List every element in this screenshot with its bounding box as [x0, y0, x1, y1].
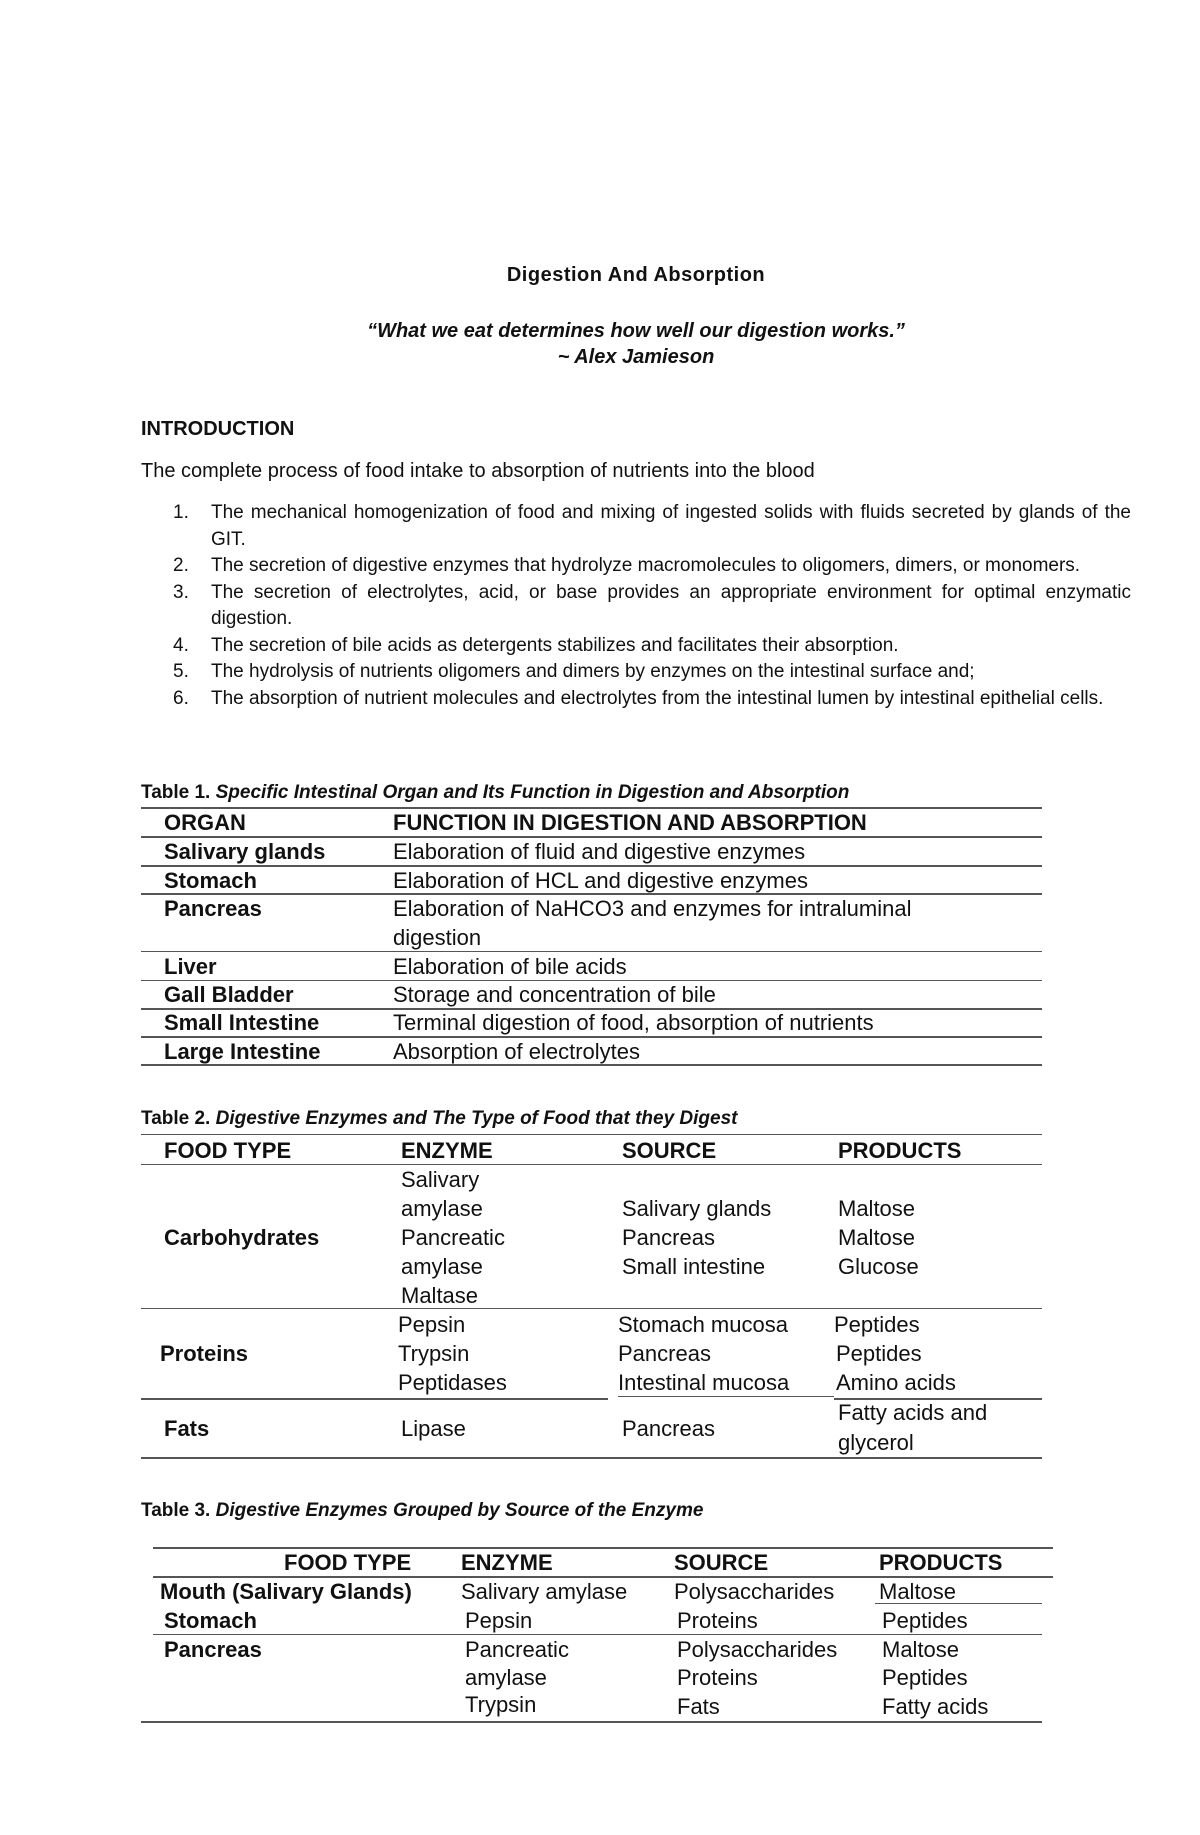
table2-product: Peptides: [836, 1341, 922, 1366]
table2-header-products: PRODUCTS: [838, 1138, 962, 1163]
table2-food-type: Carbohydrates: [164, 1225, 320, 1250]
quote-text: “What we eat determines how well our digestion works.”: [367, 320, 905, 342]
table1-function: Elaboration of fluid and digestive enzymes: [393, 839, 806, 864]
table3-bottom-border: [141, 1721, 1042, 1723]
table2-caption: [141, 1108, 738, 1130]
table3-source: Polysaccharides: [677, 1637, 838, 1662]
table1-header-organ: ORGAN: [164, 810, 246, 835]
table3-source: Fats: [677, 1694, 720, 1719]
table2-enzyme: Salivary: [401, 1167, 480, 1192]
table2-source-underline: [618, 1396, 834, 1397]
table1-function: Terminal digestion of food, absorption of nutrients: [393, 1010, 874, 1035]
table2-header-enzyme: ENZYME: [401, 1138, 493, 1163]
table3-product: Maltose: [879, 1579, 957, 1604]
table3-enzyme: Salivary amylase: [461, 1579, 628, 1604]
table1-function: Elaboration of bile acids: [393, 954, 627, 979]
table2-source: Pancreas: [622, 1416, 715, 1441]
table3-header-products: PRODUCTS: [879, 1550, 1003, 1575]
list-item-text: The mechanical homogenization of food and mixing of ingested solids with fluids secreted by glands of the GIT.: [211, 502, 1131, 550]
table1-organ: Liver: [164, 954, 217, 979]
list-item: [141, 686, 1131, 713]
table2-source: Salivary glands: [622, 1196, 772, 1221]
table2-product: Glucose: [838, 1254, 919, 1279]
table3-header-enzyme: ENZYME: [461, 1550, 553, 1575]
quote-author: ~ Alex Jamieson: [557, 346, 715, 368]
table2-enzyme: Pancreatic: [401, 1225, 505, 1250]
table2-source: Pancreas: [622, 1225, 715, 1250]
table2-header-border: [141, 1164, 1042, 1165]
table2-enzyme: Peptidases: [398, 1370, 507, 1395]
table2-enzyme: Maltase: [401, 1283, 479, 1308]
table1-caption-title: Specific Intestinal Organ and Its Function in Digestion and Absorption: [215, 782, 850, 803]
table1-function: Storage and concentration of bile: [393, 982, 716, 1007]
table2-product: glycerol: [838, 1430, 914, 1455]
table3-enzyme: Pepsin: [465, 1608, 533, 1633]
list-item-number: 6.: [173, 687, 189, 709]
list-item-text: The hydrolysis of nutrients oligomers and dimers by enzymes on the intestinal surface and;: [211, 661, 975, 682]
table2-bottom-border: [141, 1457, 1042, 1459]
table3-enzyme: Pancreatic: [465, 1637, 569, 1662]
table2-enzyme: amylase: [401, 1196, 483, 1221]
introduction-heading: INTRODUCTION: [141, 418, 295, 440]
table3-product: Peptides: [882, 1608, 968, 1633]
table3-source: Proteins: [677, 1665, 758, 1690]
table2-caption-title: Digestive Enzymes and The Type of Food that they Digest: [215, 1108, 738, 1129]
list-item: [141, 633, 1131, 660]
document-title: Digestion And Absorption: [506, 264, 766, 286]
table2-group-border: [141, 1398, 608, 1400]
table1-organ: Stomach: [164, 868, 257, 893]
table2-enzyme: Pepsin: [398, 1312, 466, 1337]
introduction-lead: The complete process of food intake to absorption of nutrients into the blood: [141, 460, 815, 482]
table2-product: Maltose: [838, 1225, 916, 1250]
table2-enzyme: Trypsin: [398, 1341, 470, 1366]
table1-function: Elaboration of NaHCO3 and enzymes for intraluminal digestion: [393, 896, 912, 950]
table1-organ: Pancreas: [164, 896, 262, 921]
list-item-text: The secretion of bile acids as detergents stabilizes and facilitates their absorption.: [211, 634, 899, 656]
table2-source: Intestinal mucosa: [618, 1370, 790, 1395]
list-item-text: The absorption of nutrient molecules and electrolytes from the intestinal lumen by intestinal epithelial cells.: [211, 687, 1104, 709]
table1-organ: Large Intestine: [164, 1039, 321, 1064]
list-item: [141, 500, 1131, 553]
table2-food-type: Fats: [164, 1416, 210, 1441]
table1-function: Elaboration of HCL and digestive enzymes: [393, 868, 808, 893]
list-item-number: 4.: [173, 634, 189, 656]
list-item-text: The secretion of electrolytes, acid, or base provides an appropriate environment for optimal enzymatic digestion.: [211, 581, 1131, 629]
table3-header-food-type: FOOD TYPE: [284, 1550, 412, 1575]
table1-caption: [141, 782, 849, 804]
table2-source: Pancreas: [618, 1341, 711, 1366]
list-item-number: 2.: [173, 555, 189, 576]
table2-source: Small intestine: [622, 1254, 766, 1279]
table3-food-type: Stomach: [164, 1608, 257, 1633]
table2-top-border: [141, 1134, 1042, 1135]
table3-product: Peptides: [882, 1665, 968, 1690]
table2-product: Maltose: [838, 1196, 916, 1221]
table3-product-underline: [875, 1603, 1042, 1604]
table2-enzyme: amylase: [401, 1254, 483, 1279]
list-item: [141, 553, 1131, 580]
table2-product: Fatty acids and: [838, 1400, 988, 1425]
process-list: [141, 500, 1131, 712]
table1-header-function: FUNCTION IN DIGESTION AND ABSORPTION: [393, 810, 867, 835]
table3-product: Maltose: [882, 1637, 960, 1662]
list-item-number: 1.: [173, 502, 189, 523]
list-item-text: The secretion of digestive enzymes that hydrolyze macromolecules to oligomers, dimers, or monomers.: [211, 555, 1081, 576]
table2-header-food-type: FOOD TYPE: [164, 1138, 292, 1163]
table2-caption-label: Table 2.: [141, 1108, 211, 1129]
table3-food-type: Pancreas: [164, 1637, 262, 1662]
table3-source: Polysaccharides: [674, 1579, 835, 1604]
table3-caption-label: Table 3.: [141, 1500, 211, 1521]
table3-product: Fatty acids: [882, 1694, 989, 1719]
table2-enzyme: Lipase: [401, 1416, 466, 1441]
list-item-number: 3.: [173, 581, 189, 603]
list-item: [141, 580, 1131, 633]
table3-header-source: SOURCE: [674, 1550, 769, 1575]
table3-enzyme: amylase: [465, 1665, 547, 1690]
table3-caption: [141, 1500, 703, 1522]
table1-organ: Gall Bladder: [164, 982, 294, 1007]
table1-organ: Salivary glands: [164, 839, 326, 864]
table2-food-type: Proteins: [160, 1341, 249, 1366]
table3-caption-title: Digestive Enzymes Grouped by Source of the Enzyme: [215, 1500, 704, 1521]
list-item: [141, 659, 1131, 686]
table3-source: Proteins: [677, 1608, 758, 1633]
table1-organ: Small Intestine: [164, 1010, 320, 1035]
table1-bottom-border: [141, 1064, 1042, 1066]
table1-function: Absorption of electrolytes: [393, 1039, 641, 1064]
table2-product: Peptides: [834, 1312, 920, 1337]
table2-header-source: SOURCE: [622, 1138, 717, 1163]
table3-enzyme: Trypsin: [465, 1692, 537, 1717]
table2-source: Stomach mucosa: [618, 1312, 788, 1337]
table2-group-border: [141, 1308, 1042, 1309]
list-item-number: 5.: [173, 661, 189, 682]
table3-food-type: Mouth (Salivary Glands): [160, 1579, 412, 1604]
table1-caption-label: Table 1.: [141, 782, 211, 803]
table2-product: Amino acids: [836, 1370, 956, 1395]
